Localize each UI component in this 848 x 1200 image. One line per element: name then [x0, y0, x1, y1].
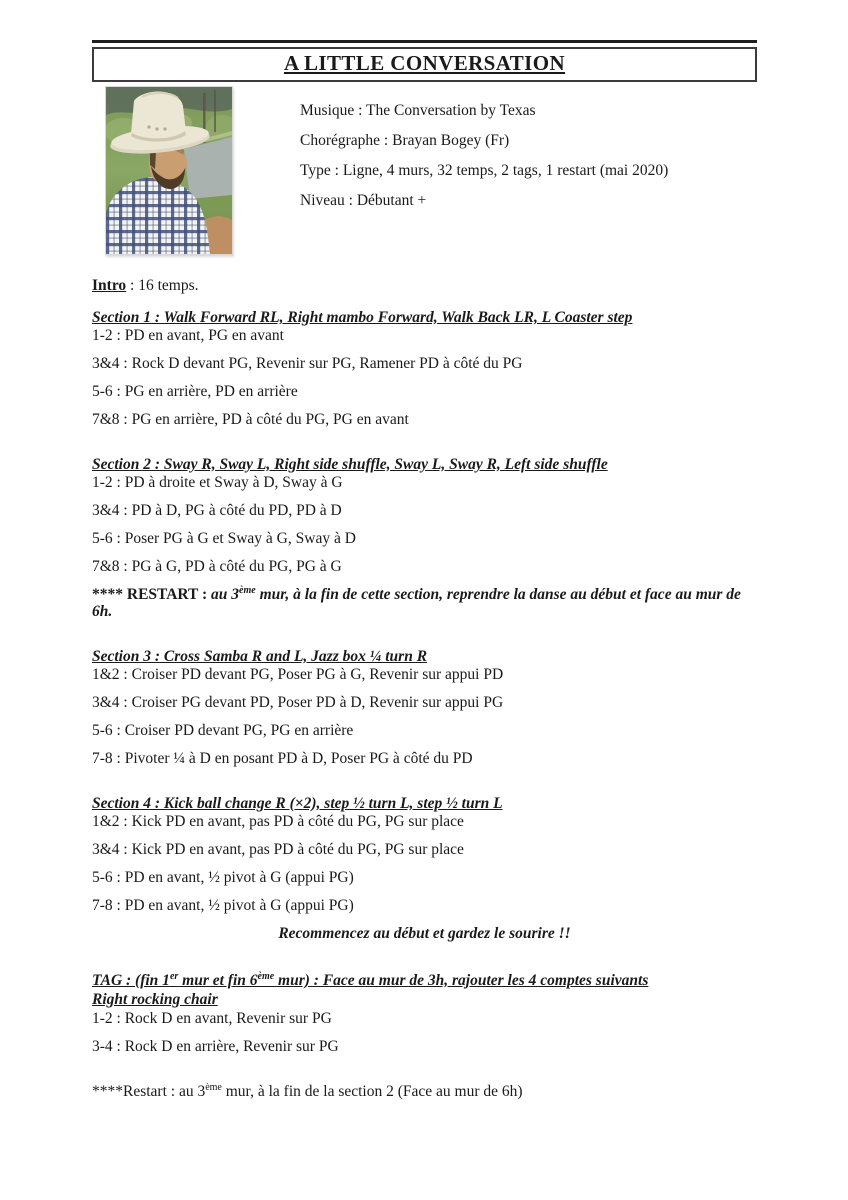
final-restart-note: ****Restart : au 3ème mur, à la fin de la section 2 (Face au mur de 6h)	[92, 1081, 523, 1100]
tag-subheading: Right rocking chair	[92, 991, 218, 1008]
step-line: 7-8 : Pivoter ¼ à D en posant PD à D, Poser PG à côté du PD	[92, 750, 473, 767]
section-3-heading: Section 3 : Cross Samba R and L, Jazz box ¼ turn R	[92, 648, 428, 665]
step-line: 3-4 : Rock D en arrière, Revenir sur PG	[92, 1038, 339, 1055]
tag-heading: TAG : (fin 1er mur et fin 6ème mur) : Face au mur de 3h, rajouter les 4 comptes suivants	[92, 970, 649, 989]
step-line: 7&8 : PG en arrière, PD à côté du PG, PG en avant	[92, 411, 409, 428]
step-line: 5-6 : Croiser PD devant PG, PG en arrière	[92, 722, 354, 739]
choreographer-photo-illustration	[106, 87, 232, 254]
step-line: 1-2 : Rock D en avant, Revenir sur PG	[92, 1010, 332, 1027]
step-line: 7&8 : PG à G, PD à côté du PG, PG à G	[92, 558, 342, 575]
info-choreographer: Chorégraphe : Brayan Bogey (Fr)	[300, 132, 510, 149]
section-4	[92, 795, 757, 943]
section-3	[92, 648, 757, 767]
step-line: 1-2 : PD en avant, PG en avant	[92, 327, 284, 344]
restart-note-section-2	[92, 586, 757, 620]
step-line: 3&4 : PD à D, PG à côté du PD, PD à D	[92, 502, 342, 519]
page-title: A LITTLE CONVERSATION	[283, 51, 566, 75]
step-line: 5-6 : PD en avant, ½ pivot à G (appui PG)	[92, 869, 354, 886]
section-4-heading: Section 4 : Kick ball change R (×2), step ½ turn L, step ½ turn L	[92, 795, 503, 812]
intro-text: : 16 temps.	[126, 277, 199, 294]
restart-label: **** RESTART :	[92, 586, 212, 603]
ordinal-superscript: er	[169, 970, 179, 982]
step-line: 5-6 : Poser PG à G et Sway à G, Sway à D	[92, 530, 356, 547]
header-row	[92, 86, 757, 255]
step-line: 7-8 : PD en avant, ½ pivot à G (appui PG)	[92, 897, 354, 914]
tag-section	[92, 971, 757, 1055]
info-level: Niveau : Débutant +	[300, 192, 427, 209]
ordinal-superscript: ème	[205, 1081, 222, 1093]
step-line: 3&4 : Croiser PG devant PD, Poser PD à D, Revenir sur appui PG	[92, 694, 504, 711]
step-line: 3&4 : Rock D devant PG, Revenir sur PG, Ramener PD à côté du PG	[92, 355, 523, 372]
title-box	[92, 47, 757, 82]
section-2-heading: Section 2 : Sway R, Sway L, Right side shuffle, Sway L, Sway R, Left side shuffle	[92, 456, 608, 473]
step-line: 3&4 : Kick PD en avant, pas PD à côté du PG, PG sur place	[92, 841, 464, 858]
intro-line	[92, 277, 757, 294]
step-line: 1&2 : Kick PD en avant, pas PD à côté du PG, PG sur place	[92, 813, 464, 830]
step-line: 1-2 : PD à droite et Sway à D, Sway à G	[92, 474, 343, 491]
dance-info-block	[300, 86, 668, 255]
intro-label: Intro	[92, 277, 127, 294]
info-type: Type : Ligne, 4 murs, 32 temps, 2 tags, 1 restart (mai 2020)	[300, 162, 669, 179]
closing-note: Recommencez au début et gardez le sourire !!	[278, 925, 571, 942]
top-rule-divider	[92, 40, 757, 43]
section-1	[92, 309, 757, 428]
ordinal-superscript: ème	[239, 584, 256, 596]
step-line: 1&2 : Croiser PD devant PG, Poser PG à G, Revenir sur appui PD	[92, 666, 504, 683]
restart-text: au 3ème mur, à la fin de cette section, reprendre la danse au début et face au mur de 6h.	[92, 584, 741, 620]
ordinal-superscript: ème	[257, 970, 275, 982]
info-music: Musique : The Conversation by Texas	[300, 102, 536, 119]
choreographer-photo	[105, 86, 233, 255]
step-line: 5-6 : PG en arrière, PD en arrière	[92, 383, 298, 400]
section-2	[92, 456, 757, 620]
section-1-heading: Section 1 : Walk Forward RL, Right mambo Forward, Walk Back LR, L Coaster step	[92, 309, 633, 326]
